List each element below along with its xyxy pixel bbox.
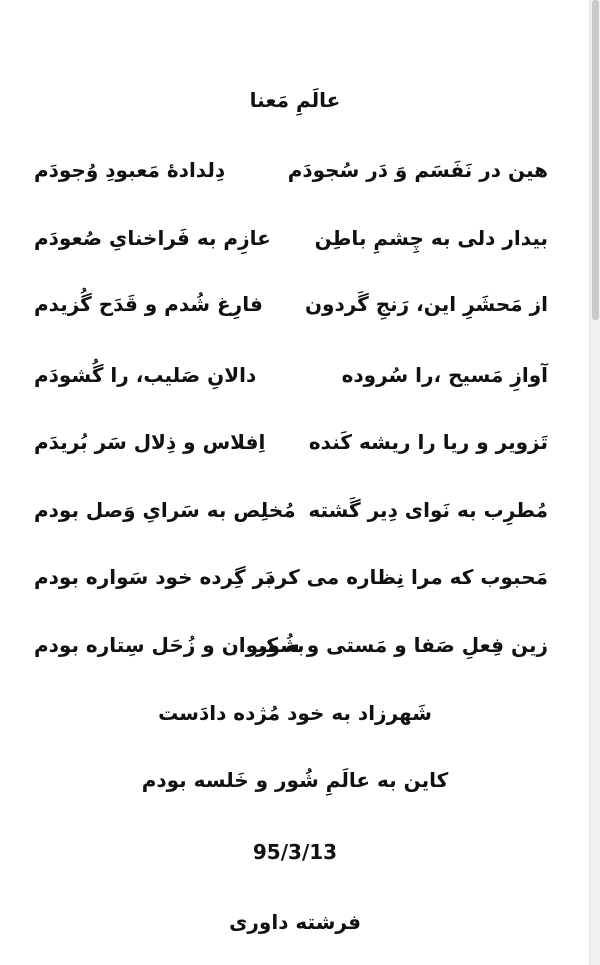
hemistich-second: به کِیوان و زُحَل سِتاره بودم: [34, 633, 305, 657]
couplet: [0, 490, 590, 530]
poem-title: عالَمِ مَعنا: [249, 88, 341, 112]
poem-author: فرشته داوری: [229, 910, 361, 934]
couplet: [0, 422, 590, 462]
poem-date: 95/3/13: [252, 840, 338, 864]
couplet: [0, 355, 590, 395]
scrollbar[interactable]: [589, 0, 600, 965]
hemistich-first: بیدار دلی به چِشمِ باطِن: [314, 226, 548, 250]
closing-line: شَهرزاد به خود مُژده دادَست: [158, 701, 432, 725]
closing-line: کاین به عالَمِ شُور و خَلسه بودم: [141, 768, 449, 792]
hemistich-second: مُخلِص به سَرایِ وَصل بودم: [34, 498, 296, 522]
hemistich-first: از مَحشَرِ این، رَنجِ گَردون: [304, 292, 548, 316]
hemistich-second: دالانِ صَلیب، را گُشودَم: [34, 363, 257, 387]
couplet: [0, 557, 590, 597]
hemistich-first: مَحبوب که مرا نِظاره می کرد: [265, 565, 548, 589]
hemistich-first: آوازِ مَسیح ،را سُروده: [341, 363, 548, 387]
couplet: [0, 218, 590, 258]
couplet: [0, 284, 590, 324]
hemistich-second: بَر گِرده خود سَواره بودم: [34, 565, 273, 589]
hemistich-first: هین در نَفَسَم وَ دَر سُجودَم: [287, 158, 548, 182]
couplet: [0, 150, 590, 190]
couplet: [0, 625, 590, 665]
hemistich-first: زین فِعلِ صَفا و مَستی و شُور: [256, 633, 548, 657]
hemistich-second: دِلدادهٔ مَعبودِ وُجودَم: [34, 158, 226, 182]
hemistich-second: اِفلاس و ذِلال سَر بُریدَم: [34, 430, 266, 454]
hemistich-first: مُطرِب به نَوای دِیر گَشته: [308, 498, 548, 522]
hemistich-first: تَزویر و ریا را ریشه کَنده: [308, 430, 548, 454]
hemistich-second: عازِم به فَراخنایِ صُعودَم: [34, 226, 271, 250]
hemistich-second: فارِغ شُدم و قَدَح گُزیدم: [34, 292, 263, 316]
scrollbar-thumb[interactable]: [592, 0, 599, 320]
